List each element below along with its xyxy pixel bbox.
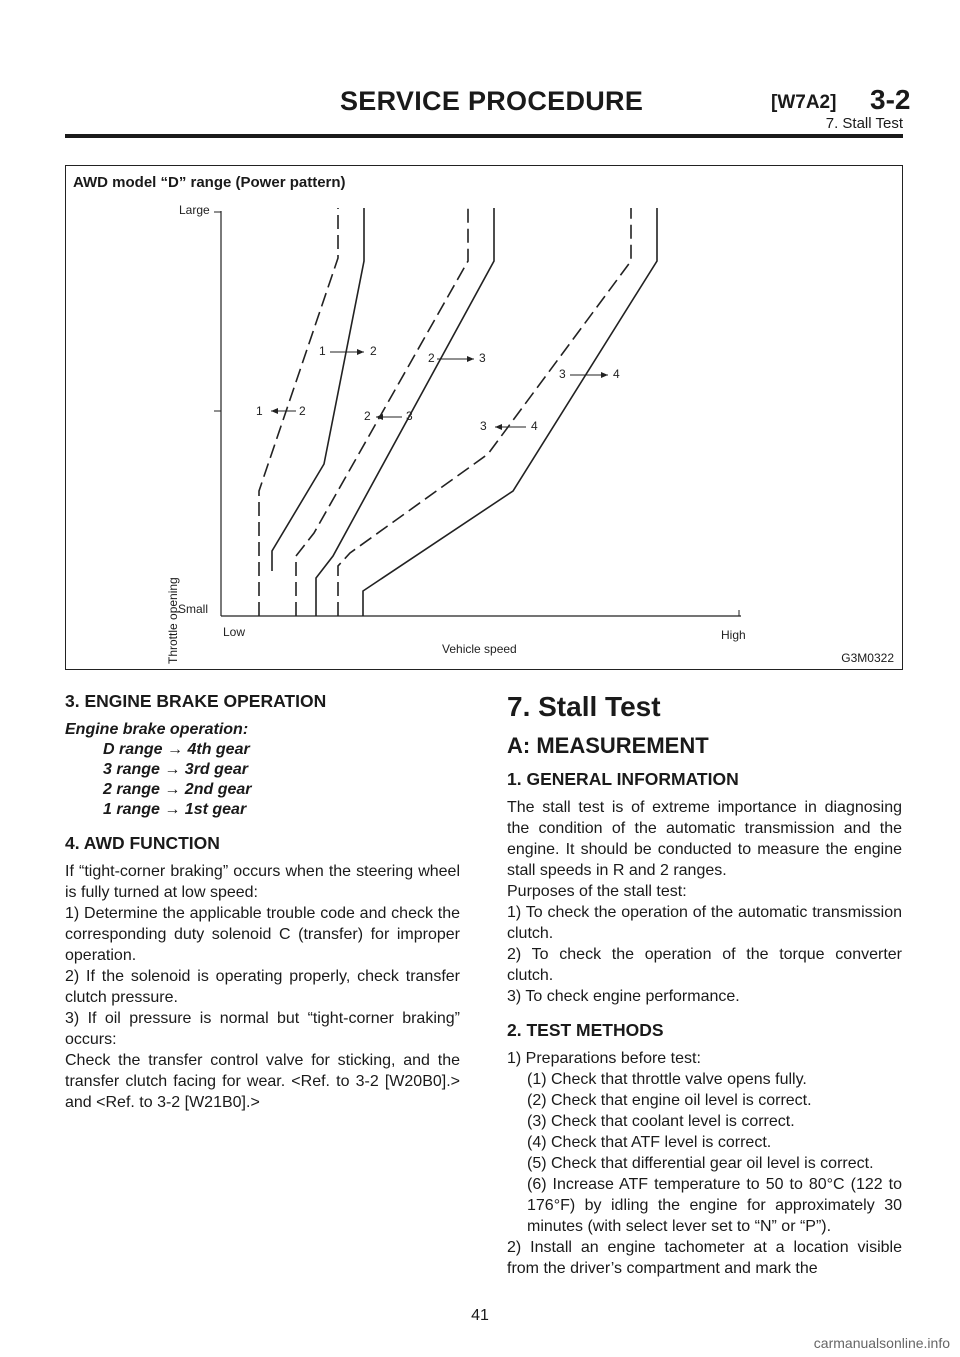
general-paragraph: 2) To check the operation of the torque converter clutch.: [507, 946, 902, 984]
y-axis-title: Throttle opening: [166, 577, 180, 664]
footer-watermark: carmanualsonline.info: [813, 1335, 950, 1351]
shift-pattern-figure: [65, 165, 903, 670]
y-axis-bottom-label: Small: [178, 602, 209, 616]
annot-34-up-from: 3: [559, 367, 566, 381]
annot-23-down-to: 3: [406, 409, 413, 423]
engine-brake-line: 2 range → 2nd gear: [103, 781, 252, 798]
preparation-item: (2) Check that engine oil level is correct.: [527, 1092, 812, 1109]
preparation-item: (4) Check that ATF level is correct.: [527, 1134, 772, 1151]
preparation-item: (5) Check that differential gear oil level is correct.: [527, 1155, 874, 1172]
page-number: 41: [471, 1307, 489, 1324]
general-information-title: 1. GENERAL INFORMATION: [507, 769, 739, 789]
x-axis-title: Vehicle speed: [442, 642, 517, 656]
preparation-item: (3) Check that coolant level is correct.: [527, 1113, 795, 1130]
test-methods-paragraph: 1) Preparations before test:: [507, 1050, 701, 1067]
engine-brake-line: 1 range → 1st gear: [103, 801, 247, 818]
annot-12-up-from: 1: [319, 344, 326, 358]
header-code: [W7A2]: [771, 92, 837, 113]
general-paragraph: 3) To check engine performance.: [507, 988, 740, 1005]
header-subtitle: 7. Stall Test: [825, 115, 903, 132]
annot-23-up-to: 3: [479, 351, 486, 365]
section-3-title: 3. ENGINE BRAKE OPERATION: [65, 691, 327, 711]
section-4-title: 4. AWD FUNCTION: [65, 833, 220, 853]
engine-brake-line: 3 range → 3rd gear: [103, 761, 248, 778]
annot-12-down-from: 1: [256, 404, 263, 418]
test-methods-paragraph: 2) Install an engine tachometer at a location visible from the driver’s compartment and mark the: [507, 1239, 902, 1277]
engine-brake-heading: Engine brake operation:: [65, 721, 249, 738]
awd-paragraph: If “tight-corner braking” occurs when the steering wheel is fully turned at low speed:: [65, 863, 460, 901]
annot-34-down-from: 3: [480, 419, 487, 433]
annot-23-down-from: 2: [364, 409, 371, 423]
annot-34-up-to: 4: [613, 367, 620, 381]
header-title: SERVICE PROCEDURE: [340, 86, 644, 116]
test-methods-title: 2. TEST METHODS: [507, 1020, 664, 1040]
right-column: [507, 690, 902, 1279]
stall-test-title: 7. Stall Test: [507, 691, 661, 722]
awd-paragraph: 1) Determine the applicable trouble code and check the corresponding duty solenoid C (transfer) for improper operation.: [65, 905, 460, 964]
header-section-number: 3-2: [870, 84, 911, 115]
y-axis-top-label: Large: [179, 203, 210, 217]
general-paragraph: The stall test is of extreme importance in diagnosing the condition of the automatic transmission and the engine. It should be conducted to measure the engine stall speeds in R and 2 ranges.: [507, 799, 902, 879]
figure-title: AWD model “D” range (Power pattern): [73, 174, 346, 191]
annot-34-down-to: 4: [531, 419, 538, 433]
awd-paragraph: Check the transfer control valve for sticking, and the transfer clutch facing for wear. <Ref. to 3-2 [W20B0].> and <Ref. to 3-2 [W21B0].>: [65, 1052, 460, 1111]
annot-12-down-to: 2: [299, 404, 306, 418]
engine-brake-line: D range → 4th gear: [103, 741, 250, 758]
annot-12-up-to: 2: [370, 344, 377, 358]
left-column: [65, 690, 460, 1113]
measurement-title: A: MEASUREMENT: [507, 733, 709, 758]
preparation-item: (6) Increase ATF temperature to 50 to 80°C (122 to 176°F) by idling the engine for approximately 30 minutes (with select lever set to “N” or “P”).: [527, 1176, 902, 1235]
header-rule: [65, 134, 903, 138]
x-axis-right-label: High: [721, 628, 746, 642]
general-paragraph: 1) To check the operation of the automatic transmission clutch.: [507, 904, 902, 942]
preparation-item: (1) Check that throttle valve opens fully.: [527, 1071, 807, 1088]
general-paragraph: Purposes of the stall test:: [507, 883, 687, 900]
figure-code: G3M0322: [841, 651, 894, 665]
annot-23-up-from: 2: [428, 351, 435, 365]
awd-paragraph: 3) If oil pressure is normal but “tight-corner braking” occurs:: [65, 1010, 460, 1048]
awd-paragraph: 2) If the solenoid is operating properly, check transfer clutch pressure.: [65, 968, 460, 1006]
x-axis-left-label: Low: [223, 625, 246, 639]
